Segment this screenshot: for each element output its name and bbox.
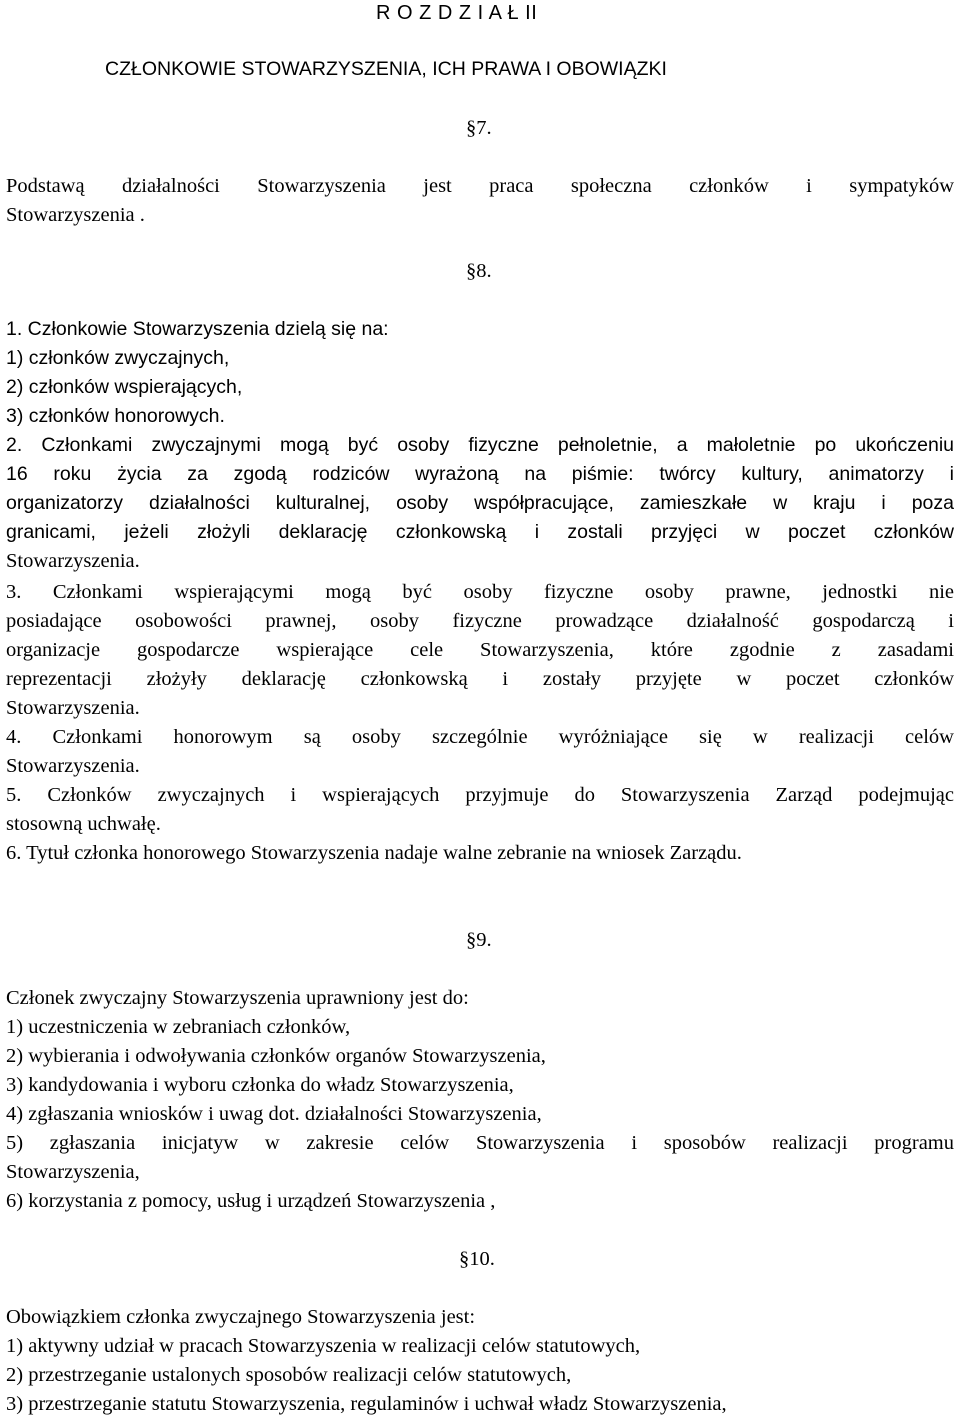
s8-p4-line-1: 4. Członkami honorowym są osoby szczególnie wyróżniające się w realizacji celów (6, 726, 954, 748)
section-mark-10: §10. (459, 1248, 495, 1270)
s8-p2-line-4: granicami, jeżeli złożyli deklarację członkowską i zostali przyjęci w poczet członków (6, 521, 954, 543)
s10-item-2: 2) przestrzeganie ustalonych sposobów realizacji celów statutowych, (6, 1364, 572, 1386)
s8-p3-line-4: reprezentacji złożyły deklarację członkowską i zostały przyjęte w poczet członków (6, 668, 954, 690)
s9-item-3: 3) kandydowania i wyboru członka do władz Stowarzyszenia, (6, 1074, 514, 1096)
s8-p4-last: Stowarzyszenia. (6, 755, 140, 777)
s10-intro: Obowiązkiem członka zwyczajnego Stowarzyszenia jest: (6, 1306, 476, 1328)
s8-p2-line-2: 16 roku życia za zgodą rodziców wyrażoną na piśmie: twórcy kultury, animatorzy i (6, 463, 954, 485)
s8-p5-last: stosowną uchwałę. (6, 813, 161, 835)
chapter-title: CZŁONKOWIE STOWARZYSZENIA, ICH PRAWA I OBOWIĄZKI (105, 58, 667, 80)
s8-p2-line-3: organizatorzy działalności kulturalnej, osoby współpracujące, zamieszkałe w kraju i poza (6, 492, 954, 514)
s8-p2-line-1: 2. Członkami zwyczajnymi mogą być osoby fizyczne pełnoletnie, a małoletnie po ukończeniu (6, 434, 954, 456)
s9-item-2: 2) wybierania i odwoływania członków organów Stowarzyszenia, (6, 1045, 546, 1067)
chapter-heading: R O Z D Z I A Ł II (376, 2, 538, 24)
s9-item-6: 6) korzystania z pomocy, usług i urządzeń Stowarzyszenia , (6, 1190, 496, 1212)
s8-p3-line-3: organizacje gospodarcze wspierające cele Stowarzyszenia, które zgodnie z zasadami (6, 639, 954, 661)
s9-item-4: 4) zgłaszania wniosków i uwag dot. działalności Stowarzyszenia, (6, 1103, 542, 1125)
s9-intro: Członek zwyczajny Stowarzyszenia uprawniony jest do: (6, 987, 469, 1009)
s9-item-5-line-1: 5) zgłaszania inicjatyw w zakresie celów Stowarzyszenia i sposobów realizacji programu (6, 1132, 954, 1154)
s9-item-1: 1) uczestniczenia w zebraniach członków, (6, 1016, 351, 1038)
s7-line-1: Podstawą działalności Stowarzyszenia jest praca społeczna członków i sympatyków (6, 175, 954, 197)
s8-p5-line-1: 5. Członków zwyczajnych i wspierających przyjmuje do Stowarzyszenia Zarząd podejmując (6, 784, 954, 806)
s8-p3-line-2: posiadające osobowości prawnej, osoby fizyczne prowadzące działalność gospodarczą i (6, 610, 954, 632)
s8-p3-last: Stowarzyszenia. (6, 697, 140, 719)
s10-item-3: 3) przestrzeganie statutu Stowarzyszenia, regulaminów i uchwał władz Stowarzyszenia, (6, 1393, 727, 1415)
s8-p2-last: Stowarzyszenia. (6, 550, 140, 572)
section-mark-9: §9. (466, 929, 492, 951)
section-mark-8: §8. (466, 260, 492, 282)
s9-item-5-last: Stowarzyszenia, (6, 1161, 140, 1183)
s7-line-2: Stowarzyszenia . (6, 204, 145, 226)
s8-p1-item-3: 3) członków honorowych. (6, 405, 225, 427)
section-mark-7: §7. (466, 117, 492, 139)
s8-p1-item-1: 1) członków zwyczajnych, (6, 347, 230, 369)
s8-p3-line-1: 3. Członkami wspierającymi mogą być osoby fizyczne osoby prawne, jednostki nie (6, 581, 954, 603)
s8-p1-item-2: 2) członków wspierających, (6, 376, 243, 398)
s8-p1-head: 1. Członkowie Stowarzyszenia dzielą się na: (6, 318, 389, 340)
s8-p6: 6. Tytuł członka honorowego Stowarzyszenia nadaje walne zebranie na wniosek Zarządu. (6, 842, 742, 864)
s10-item-1: 1) aktywny udział w pracach Stowarzyszenia w realizacji celów statutowych, (6, 1335, 641, 1357)
